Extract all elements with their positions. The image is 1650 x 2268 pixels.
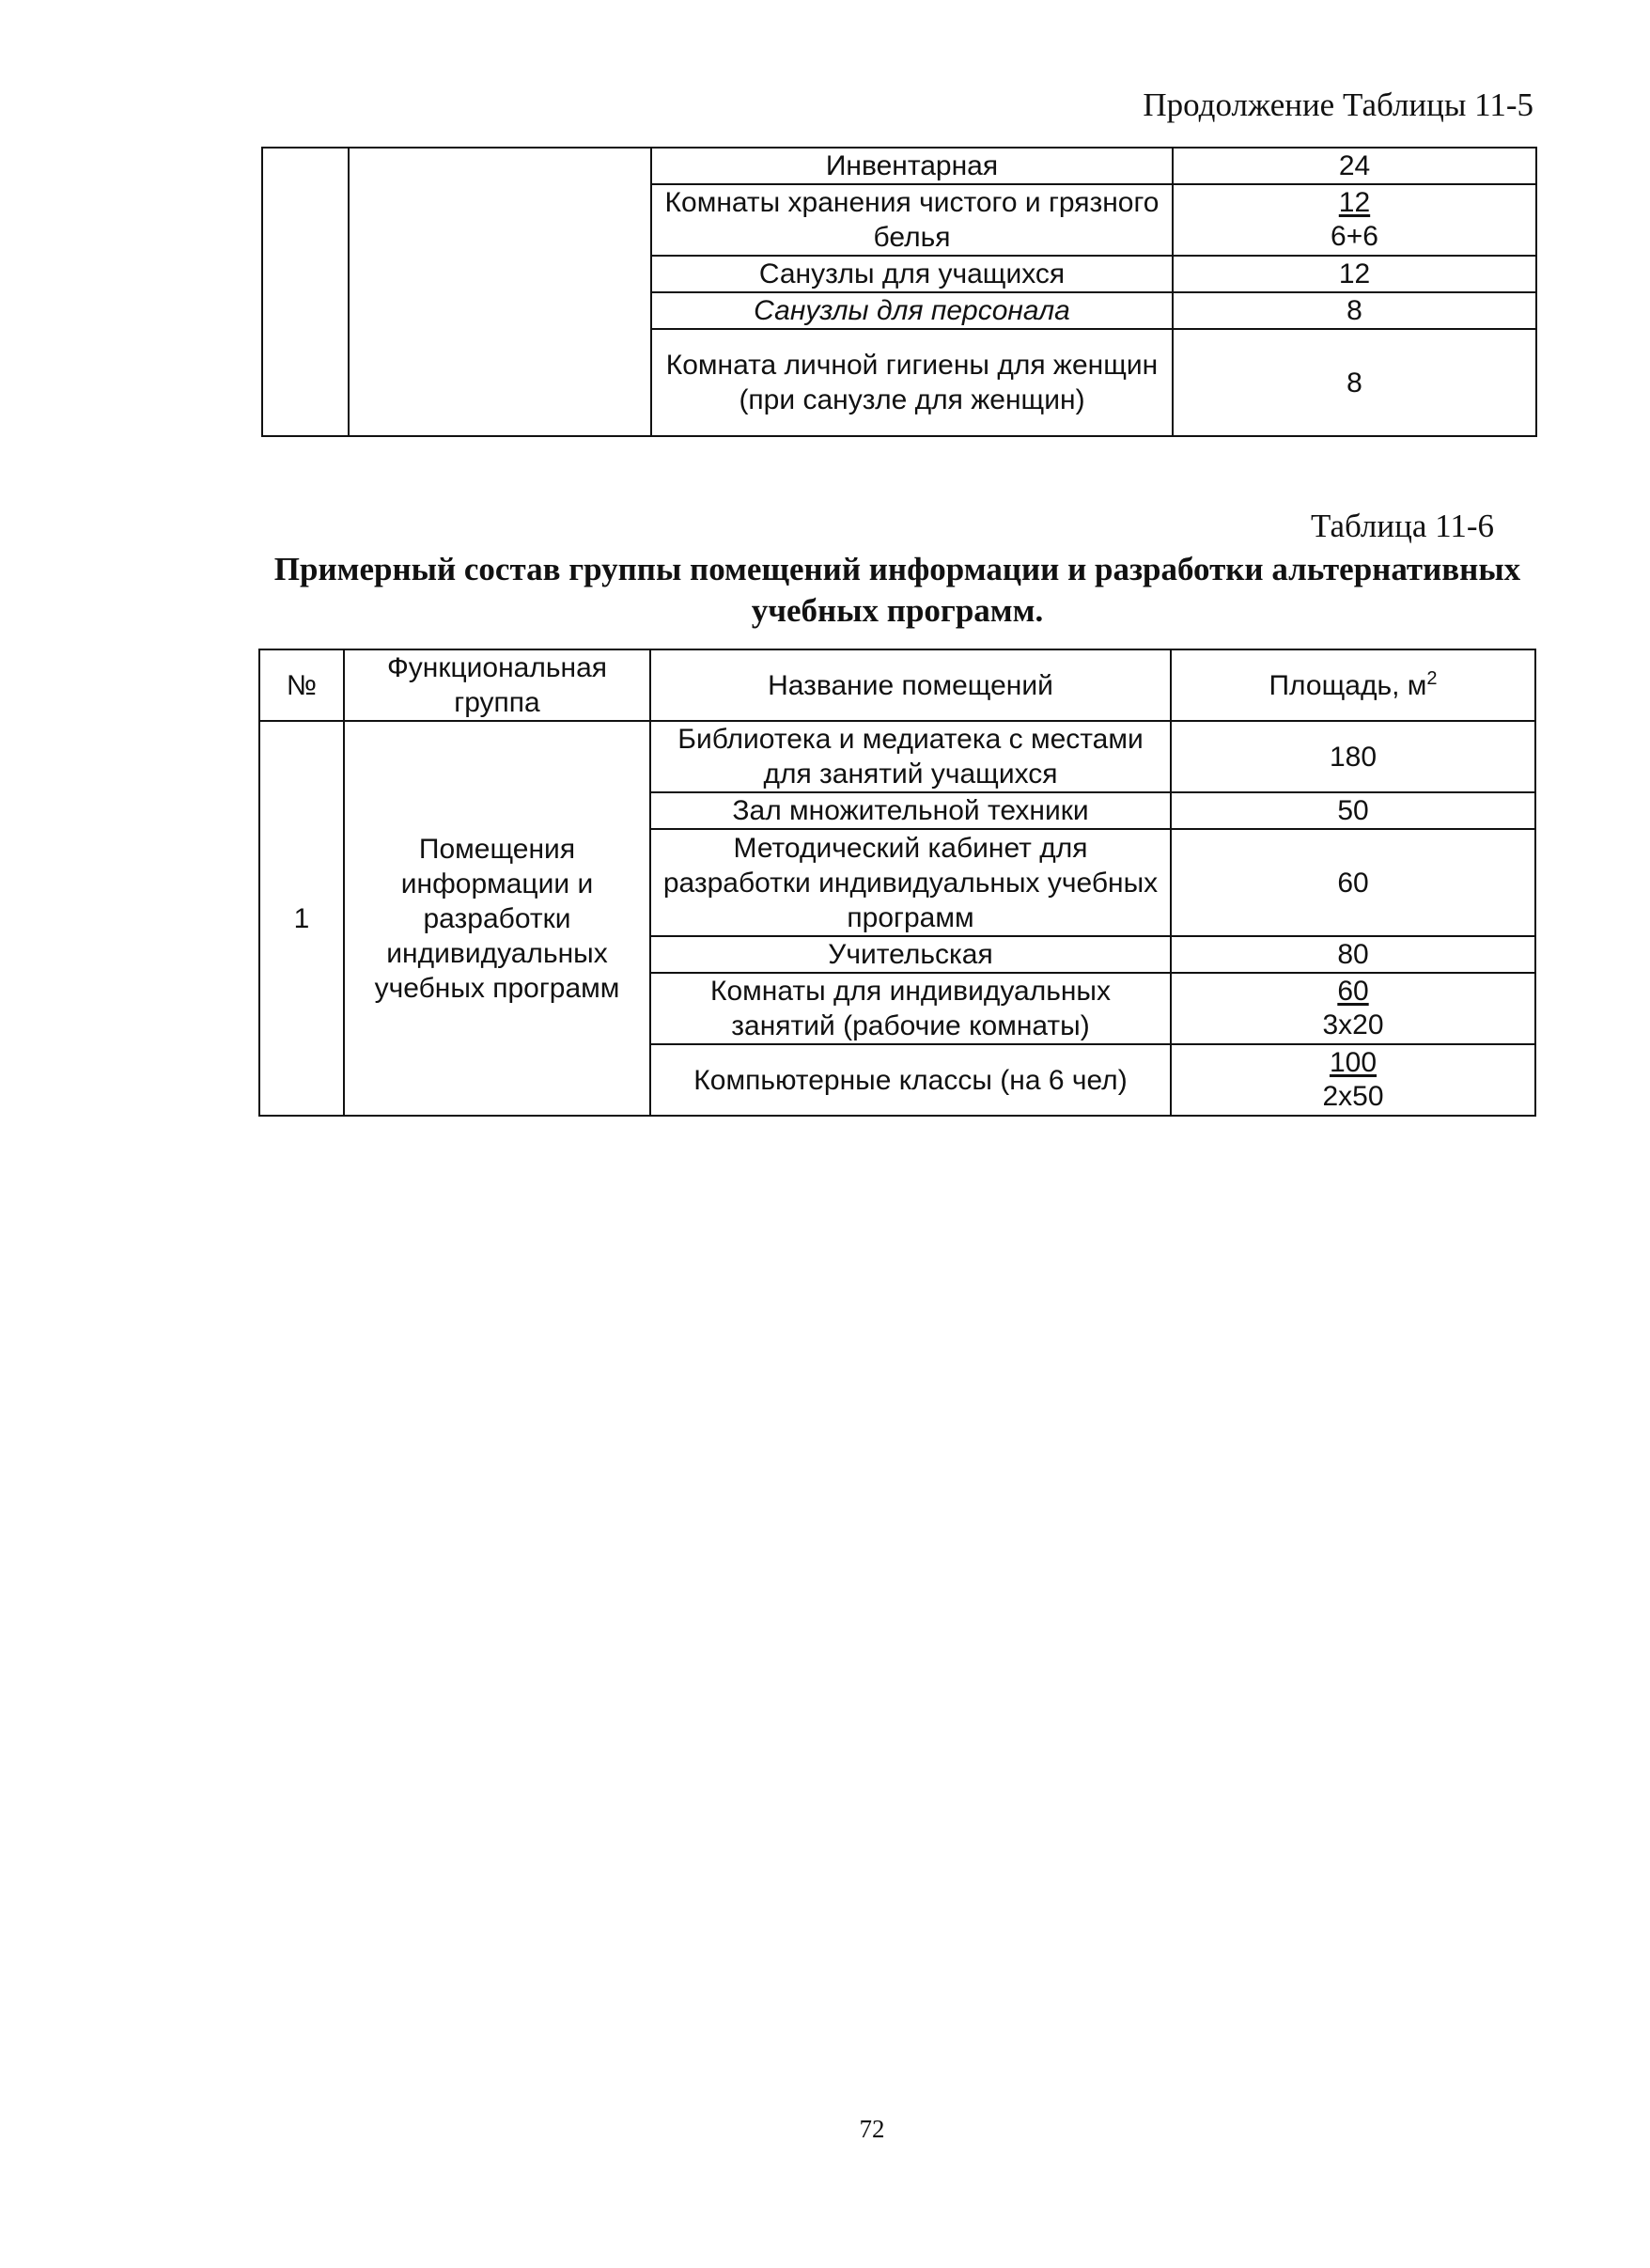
area-cell: 80 bbox=[1171, 936, 1535, 973]
area-fraction bbox=[1322, 1046, 1383, 1114]
continuation-caption: Продолжение Таблицы 11-5 bbox=[1143, 86, 1533, 123]
group-cell bbox=[349, 148, 651, 436]
group-number-cell: 1 bbox=[259, 721, 344, 1116]
room-name-cell: Комната личной гигиены для женщин (при санузле для женщин) bbox=[651, 329, 1173, 436]
room-name-cell: Санузлы для учащихся bbox=[651, 256, 1173, 292]
room-name-cell: Методический кабинет для разработки индивидуальных учебных программ bbox=[650, 829, 1171, 936]
area-cell: 8 bbox=[1173, 329, 1536, 436]
header-area-unit-exponent: 2 bbox=[1426, 667, 1438, 689]
table-row bbox=[259, 721, 1535, 792]
area-cell bbox=[1171, 973, 1535, 1044]
header-area-label: Площадь, м bbox=[1269, 669, 1427, 701]
room-name-cell: Зал множительной техники bbox=[650, 792, 1171, 829]
room-name-cell: Комнаты хранения чистого и грязного белья bbox=[651, 184, 1173, 256]
number-cell bbox=[262, 148, 349, 436]
area-cell: 8 bbox=[1173, 292, 1536, 329]
group-name-cell: Помещения информации и разработки индивидуальных учебных программ bbox=[344, 721, 650, 1116]
area-cell bbox=[1173, 184, 1536, 256]
area-cell: 24 bbox=[1173, 148, 1536, 184]
area-total: 12 bbox=[1338, 187, 1371, 218]
area-cell bbox=[1171, 1044, 1535, 1116]
area-fraction bbox=[1322, 975, 1383, 1042]
room-name-cell: Комнаты для индивидуальных занятий (рабочие комнаты) bbox=[650, 973, 1171, 1044]
table-number: Таблица 11-6 bbox=[1310, 508, 1494, 544]
room-name-cell: Санузлы для персонала bbox=[651, 292, 1173, 329]
header-number: № bbox=[259, 649, 344, 721]
area-cell: 180 bbox=[1171, 721, 1535, 792]
area-breakdown: 6+6 bbox=[1331, 221, 1378, 252]
continuation-table bbox=[261, 147, 1537, 437]
room-name-cell: Инвентарная bbox=[651, 148, 1173, 184]
area-cell: 60 bbox=[1171, 829, 1535, 936]
area-cell: 50 bbox=[1171, 792, 1535, 829]
area-total: 60 bbox=[1337, 976, 1369, 1007]
page-number: 72 bbox=[859, 2115, 885, 2143]
room-name-cell: Компьютерные классы (на 6 чел) bbox=[650, 1044, 1171, 1116]
area-fraction bbox=[1331, 186, 1378, 254]
header-area bbox=[1171, 649, 1535, 721]
table-header-row bbox=[259, 649, 1535, 721]
area-total: 100 bbox=[1329, 1047, 1378, 1078]
rooms-table bbox=[258, 649, 1536, 1117]
room-name-cell: Библиотека и медиатека с местами для занятий учащихся bbox=[650, 721, 1171, 792]
area-cell: 12 bbox=[1173, 256, 1536, 292]
header-group: Функциональная группа bbox=[344, 649, 650, 721]
area-breakdown: 2x50 bbox=[1322, 1081, 1384, 1112]
area-breakdown: 3x20 bbox=[1322, 1009, 1384, 1040]
table-title: Примерный состав группы помещений информации и разработки альтернативных учебных программ. bbox=[273, 551, 1521, 629]
table-row bbox=[262, 148, 1536, 184]
room-name-cell: Учительская bbox=[650, 936, 1171, 973]
header-room-name: Название помещений bbox=[650, 649, 1171, 721]
